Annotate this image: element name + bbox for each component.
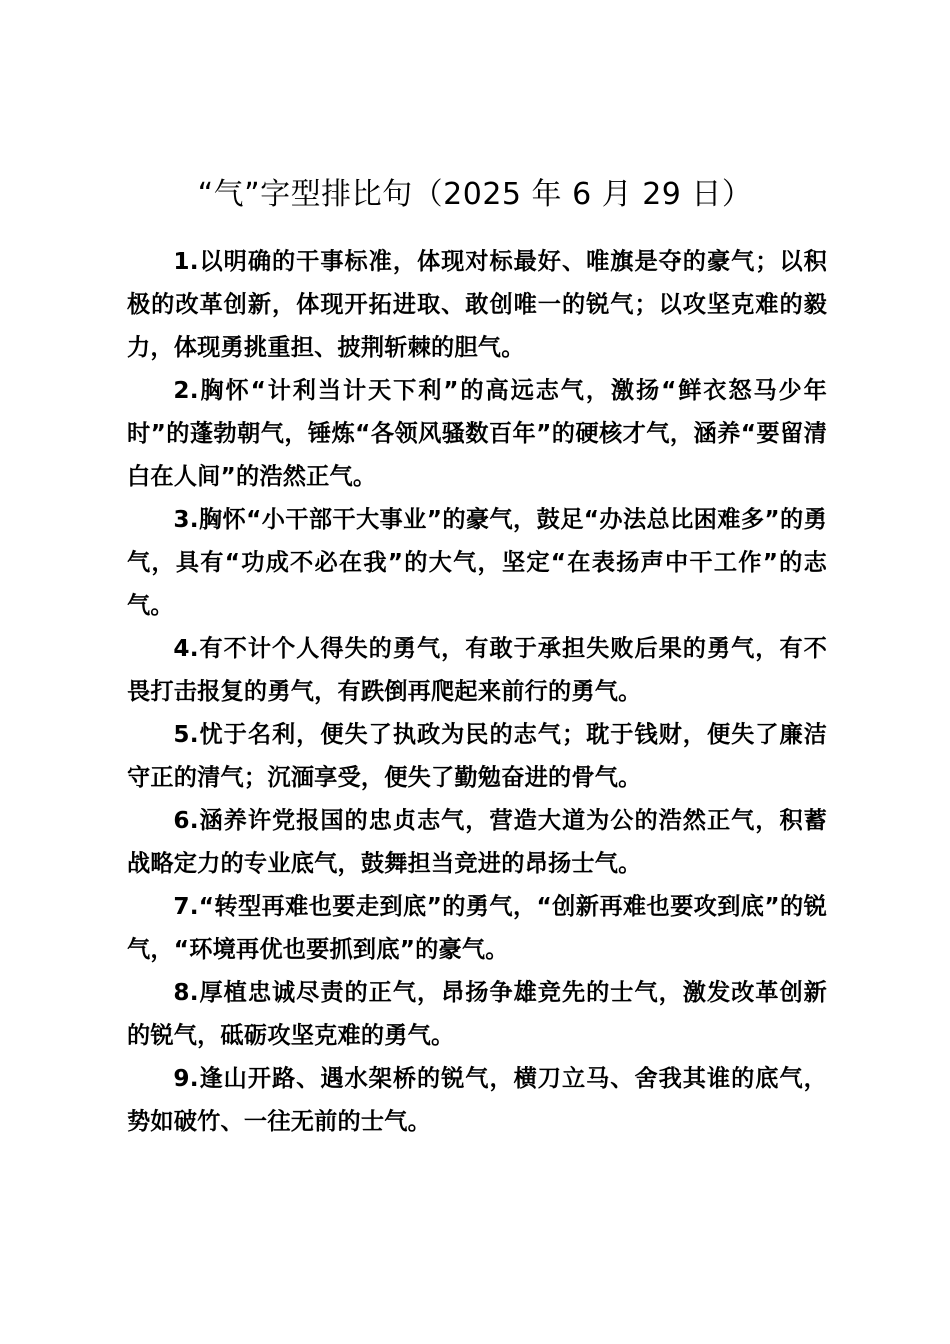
paragraph-8: 8.厚植忠诚尽责的正气，昂扬争雄竞先的士气，激发改革创新的锐气，砥砺攻坚克难的勇气。	[127, 979, 827, 1049]
paragraph-4: 4.有不计个人得失的勇气，有敢于承担失败后果的勇气，有不畏打击报复的勇气，有跌倒再爬起来前行的勇气。	[127, 635, 827, 705]
paragraph-9: 9.逢山开路、遇水架桥的锐气，横刀立马、舍我其谁的底气，势如破竹、一往无前的士气。	[127, 1065, 827, 1135]
paragraph-3: 3.胸怀“小干部干大事业”的豪气，鼓足“办法总比困难多”的勇气，具有“功成不必在我”的大气，坚定“在表扬声中干工作”的志气。	[127, 506, 827, 619]
paragraph-5: 5.忧于名利，便失了执政为民的志气；耽于钱财，便失了廉洁守正的清气；沉湎享受，便失了勤勉奋进的骨气。	[127, 721, 827, 791]
paragraph-2: 2.胸怀“计利当计天下利”的高远志气，激扬“鲜衣怒马少年时”的蓬勃朝气，锤炼“各领风骚数百年”的硬核才气，涵养“要留清白在人间”的浩然正气。	[127, 377, 827, 490]
document-body	[127, 240, 827, 1143]
paragraph-6: 6.涵养许党报国的忠贞志气，营造大道为公的浩然正气，积蓄战略定力的专业底气，鼓舞担当竞进的昂扬士气。	[127, 807, 827, 877]
paragraph-1: 1.以明确的干事标准，体现对标最好、唯旗是夺的豪气；以积极的改革创新，体现开拓进取、敢创唯一的锐气；以攻坚克难的毅力，体现勇挑重担、披荆斩棘的胆气。	[127, 248, 827, 361]
paragraph-7: 7.“转型再难也要走到底”的勇气，“创新再难也要攻到底”的锐气，“环境再优也要抓到底”的豪气。	[127, 893, 827, 963]
document-title: “气”字型排比句（2025 年 6 月 29 日）	[197, 177, 753, 212]
